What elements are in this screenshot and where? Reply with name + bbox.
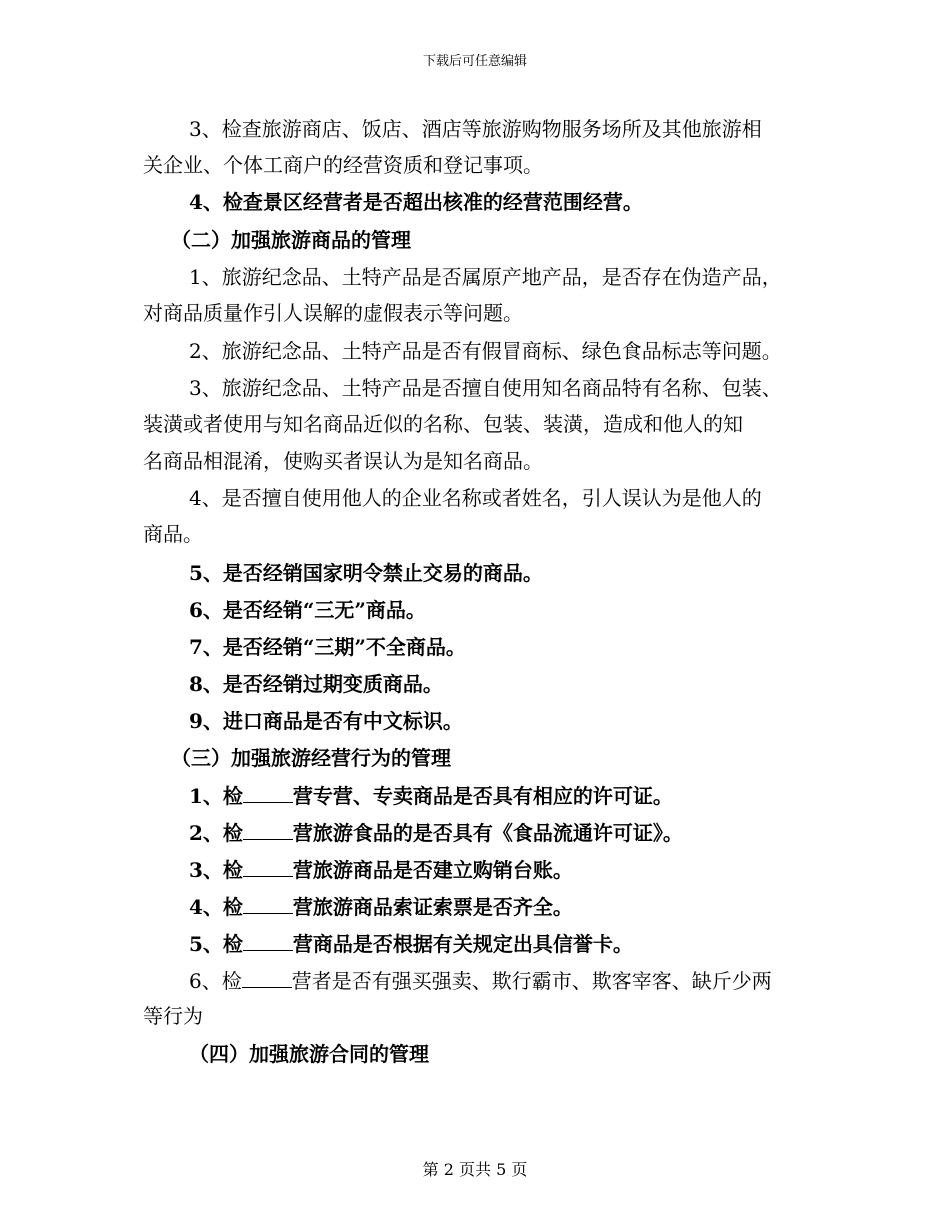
paragraph-line: 1、旅游纪念品、土特产品是否属原产地产品，是否存在伪造产品， xyxy=(189,265,782,289)
line-prefix: 6、检 xyxy=(189,969,242,993)
line-suffix: 营旅游食品的是否具有《食品流通许可证》。 xyxy=(292,821,683,845)
paragraph-line: 名商品相混淆，使购买者误认为是知名商品。 xyxy=(143,449,543,473)
paragraph-line: 3、检查旅游商店、饭店、酒店等旅游购物服务场所及其他旅游相 xyxy=(189,117,762,141)
paragraph-line: 商品。 xyxy=(143,522,203,546)
paragraph-line: 8、是否经销过期变质商品。 xyxy=(189,672,443,696)
paragraph-line xyxy=(189,783,673,809)
line-suffix: 营旅游商品是否建立购销台账。 xyxy=(292,858,573,882)
paragraph-line: 3、旅游纪念品、土特产品是否擅自使用知名商品特有名称、包装、 xyxy=(189,376,782,400)
section-heading: （三）加强旅游经营行为的管理 xyxy=(171,746,451,770)
section-heading: （四）加强旅游合同的管理 xyxy=(189,1042,429,1066)
fill-blank xyxy=(243,821,293,840)
paragraph-line: 9、进口商品是否有中文标识。 xyxy=(189,709,463,733)
line-suffix: 营旅游商品索证索票是否齐全。 xyxy=(292,895,573,919)
line-prefix: 3、检 xyxy=(189,858,243,882)
line-suffix: 营者是否有强买强卖、欺行霸市、欺客宰客、缺斤少两 xyxy=(291,969,772,993)
section-heading: （二）加强旅游商品的管理 xyxy=(171,228,411,252)
paragraph-line xyxy=(189,894,573,920)
paragraph-line: 2、旅游纪念品、土特产品是否有假冒商标、绿色食品标志等问题。 xyxy=(189,339,782,363)
paragraph-line: 对商品质量作引人误解的虚假表示等问题。 xyxy=(143,301,523,325)
paragraph-line: 等行为 xyxy=(143,1004,203,1028)
line-prefix: 1、检 xyxy=(189,784,243,808)
paragraph-line: 4、检查景区经营者是否超出核准的经营范围经营。 xyxy=(189,190,643,214)
page-footer: 第 2 页共 5 页 xyxy=(422,1160,528,1179)
fill-blank xyxy=(243,932,293,951)
line-prefix: 2、检 xyxy=(189,821,243,845)
line-prefix: 5、检 xyxy=(189,932,243,956)
paragraph-line: 装潢或者使用与知名商品近似的名称、包装、装潢，造成和他人的知 xyxy=(143,412,743,436)
line-suffix: 营商品是否根据有关规定出具信誉卡。 xyxy=(292,932,633,956)
fill-blank xyxy=(242,969,292,988)
line-prefix: 4、检 xyxy=(189,895,243,919)
paragraph-line xyxy=(189,820,683,846)
fill-blank xyxy=(243,858,293,877)
paragraph-line: 关企业、个体工商户的经营资质和登记事项。 xyxy=(143,153,543,177)
line-suffix: 营专营、专卖商品是否具有相应的许可证。 xyxy=(292,784,673,808)
paragraph-line: 6、是否经销“三无”商品。 xyxy=(189,598,426,622)
paragraph-line: 7、是否经销“三期”不全商品。 xyxy=(189,635,466,659)
paragraph-line xyxy=(189,968,772,994)
page-header: 下载后可任意编辑 xyxy=(422,54,527,69)
paragraph-line: 5、是否经销国家明令禁止交易的商品。 xyxy=(189,561,543,585)
paragraph-line xyxy=(189,857,573,883)
fill-blank xyxy=(243,895,293,914)
paragraph-line: 4、是否擅自使用他人的企业名称或者姓名，引人误认为是他人的 xyxy=(189,486,762,510)
paragraph-line xyxy=(189,931,633,957)
fill-blank xyxy=(243,784,293,803)
